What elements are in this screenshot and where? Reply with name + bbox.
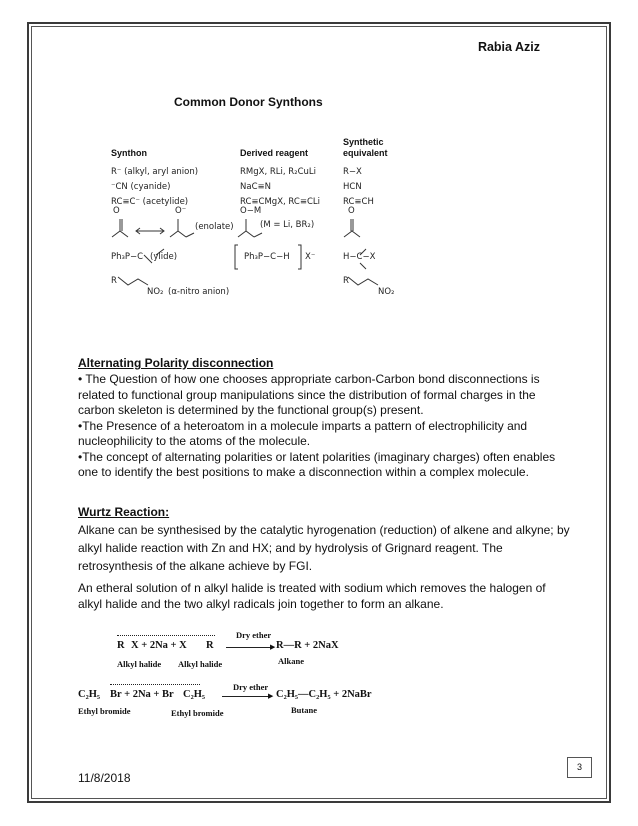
rxn2-arrow bbox=[222, 696, 272, 697]
ylide-formula: Ph₃P−C bbox=[111, 252, 144, 262]
enolate-label: (enolate) bbox=[195, 222, 234, 232]
rxn2-product: C₂H₅—C₂H₅ + 2NaBr bbox=[276, 689, 372, 700]
alternating-para-3: •The concept of alternating polarities or latent polarities (imaginary charges) often enables one to identify the best positions to make a disconnection within a complex molecule. bbox=[78, 449, 556, 479]
row3-equivalent: RC≡CH bbox=[343, 197, 374, 207]
wurtz-para-2: An etheral solution of n alkyl halide is treated with sodium which removes the halogen of alkyl halide and the two alkyl radicals join together to form an alkane. bbox=[78, 581, 546, 611]
rxn1-label-right: Alkyl halide bbox=[178, 659, 223, 669]
rxn2-condition: Dry ether bbox=[233, 682, 269, 692]
rxn2-dots bbox=[110, 684, 200, 685]
wurtz-para-1: Alkane can be synthesised by the catalytic hyrogenation (reduction) of alkene and alkyne; by alkyl halide reaction with Zn and HX; and by hydrolysis of Grignard reagent. The retrosynthesis of the alkane achieve by FGI. bbox=[78, 523, 570, 573]
nitro-label: (α-nitro anion) bbox=[168, 287, 230, 297]
col-equivalent: Synthetic equivalent bbox=[343, 137, 388, 158]
rxn1-right: R bbox=[206, 640, 214, 651]
rxn1-left: R bbox=[117, 640, 125, 651]
alternating-para-1: • The Question of how one chooses appropriate carbon-Carbon bond disconnections is related to functional group manipulations since the distribution of formal charges in the carbon skeleton is determined by the functional group(s) present. bbox=[78, 372, 540, 417]
page-number: 3 bbox=[567, 757, 592, 778]
ylide-equivalent: H−C−X bbox=[343, 252, 376, 262]
rxn2-right: C₂H₅ bbox=[183, 689, 206, 700]
o-atom-1: O bbox=[113, 206, 120, 216]
row1-synthon: R⁻ (alkyl, aryl anion) bbox=[111, 167, 199, 177]
nitro-group-eq: NO₂ bbox=[378, 287, 395, 297]
alternating-text bbox=[78, 372, 570, 481]
alternating-heading: Alternating Polarity disconnection bbox=[78, 356, 274, 370]
ylide-reagent: Ph₃P−C−H bbox=[244, 252, 290, 262]
rxn1-arrowhead: ▶ bbox=[270, 644, 276, 651]
alternating-para-2: •The Presence of a heteroatom in a molecule imparts a pattern of electrophilicity and nucleophilicity to the atoms of the molecule. bbox=[78, 418, 528, 448]
rxn1-product-label: Alkane bbox=[278, 656, 304, 666]
ylide-counterion: X⁻ bbox=[305, 252, 316, 262]
synthons-title: Common Donor Synthons bbox=[174, 95, 323, 109]
rxn2-left: C₂H₅ bbox=[78, 689, 101, 700]
nitro-group: NO₂ bbox=[147, 287, 164, 297]
col-reagent: Derived reagent bbox=[240, 148, 309, 158]
rxn2-arrowhead: ▶ bbox=[268, 693, 274, 700]
rxn1-condition: Dry ether bbox=[236, 630, 272, 640]
footer-date: 11/8/2018 bbox=[78, 771, 131, 785]
nitro-r: R bbox=[111, 276, 117, 286]
rxn2-middle: Br + 2Na + Br bbox=[110, 689, 174, 700]
author-name: Rabia Aziz bbox=[477, 40, 540, 54]
row1-reagent: RMgX, RLi, R₂CuLi bbox=[240, 167, 317, 177]
rxn1-dots bbox=[117, 635, 215, 636]
rxn1-label-left: Alkyl halide bbox=[117, 659, 162, 669]
rxn2-label-left: Ethyl bromide bbox=[78, 706, 131, 716]
o-atom-2: O bbox=[348, 206, 355, 216]
row2-synthon: ⁻CN (cyanide) bbox=[111, 182, 171, 192]
row3-reagent: RC≡CMgX, RC≡CLi bbox=[240, 197, 321, 207]
row2-reagent: NaC≡N bbox=[240, 182, 271, 192]
o-anion: O⁻ bbox=[175, 206, 187, 216]
rxn2-label-right: Ethyl bromide bbox=[171, 708, 224, 718]
enolate-note: (M = Li, BR₂) bbox=[260, 220, 315, 230]
wurtz-heading: Wurtz Reaction: bbox=[78, 505, 170, 519]
col-synthon: Synthon bbox=[111, 148, 147, 158]
rxn2-product-label: Butane bbox=[291, 705, 317, 715]
ylide-label: (ylide) bbox=[150, 252, 178, 262]
nitro-r-eq: R bbox=[343, 276, 349, 286]
rxn1-product: R—R + 2NaX bbox=[276, 640, 339, 651]
row1-equivalent: R−X bbox=[343, 167, 362, 177]
row3-synthon: RC≡C⁻ (acetylide) bbox=[111, 197, 189, 207]
row2-equivalent: HCN bbox=[343, 182, 362, 192]
enolate-metal: O−M bbox=[240, 206, 262, 216]
rxn1-arrow bbox=[226, 647, 274, 648]
rxn1-middle: X + 2Na + X bbox=[131, 640, 187, 651]
